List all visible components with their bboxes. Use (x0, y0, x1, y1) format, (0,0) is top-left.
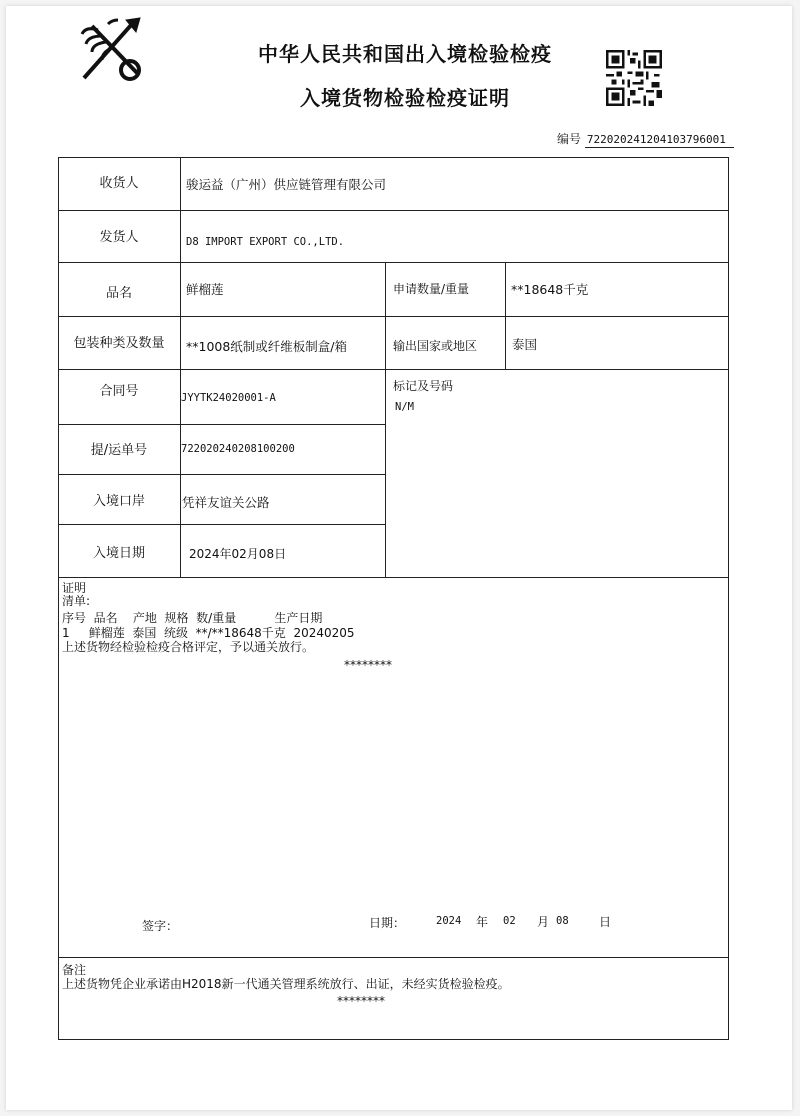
sign-date-year-unit: 年 (476, 915, 489, 929)
origin-country-label: 输出国家或地区 (393, 339, 478, 353)
quantity-label: 申请数量/重量 (393, 282, 470, 296)
origin-country-value: 泰国 (512, 337, 538, 352)
sign-date-day: 08 (556, 915, 569, 927)
goods-list-label: 清单: (62, 594, 91, 608)
goods-name-label: 品名 (105, 286, 132, 301)
sign-date-month: 02 (503, 915, 516, 927)
sign-date-year: 2024 (436, 915, 462, 927)
ciq-emblem-logo (78, 16, 150, 86)
entry-port-value: 凭祥友谊关公路 (182, 495, 270, 510)
quantity-value: **18648千克 (511, 282, 589, 297)
goods-list-row: 1 鲜榴莲 泰国 统级 **/**18648千克 20240205 (62, 626, 355, 640)
entry-port-label: 入境口岸 (92, 494, 145, 509)
consignee-value: 骏运益（广州）供应链管理有限公司 (186, 177, 387, 192)
entry-date-value: 2024年02月08日 (189, 547, 287, 561)
certificate-number-label: 编号 (557, 132, 582, 146)
remarks-end-stars: ******** (337, 994, 385, 1008)
entry-date-label: 入境日期 (92, 546, 145, 561)
packing-label: 包装种类及数量 (73, 336, 165, 351)
qr-code-icon (606, 50, 662, 106)
certificate-number-value: 722020241204103796001 (585, 133, 734, 148)
certificate-number (557, 130, 734, 148)
sign-date-label: 日期： (369, 916, 406, 930)
remarks-text: 上述货物凭企业承诺由H2018新一代通关管理系统放行、出证，未经实货检验检疫。 (62, 977, 510, 991)
marks-value: N/M (395, 401, 414, 413)
certificate-statement: 上述货物经检验检疫合格评定，予以通关放行。 (62, 640, 315, 654)
consignee-label: 收货人 (99, 176, 139, 191)
signature-label: 签字： (142, 919, 179, 933)
certificate-heading: 证明 (62, 581, 87, 595)
goods-list-header: 序号 品名 产地 规格 数/重量 生产日期 (62, 611, 323, 625)
sign-date-month-unit: 月 (537, 915, 550, 929)
consignor-label: 发货人 (99, 230, 139, 245)
contract-number-value: JYYTK24020001-A (181, 392, 276, 404)
consignor-value: D8 IMPORT EXPORT CO.,LTD. (186, 236, 345, 248)
sign-date-day-unit: 日 (599, 915, 612, 929)
goods-name-value: 鲜榴莲 (186, 282, 224, 297)
bill-of-lading-label: 提/运单号 (90, 443, 148, 458)
document-title-line2: 入境货物检验检疫证明 (300, 86, 510, 110)
remarks-label: 备注 (62, 963, 87, 977)
document-title-line1: 中华人民共和国出入境检验检疫 (258, 42, 552, 66)
contract-number-label: 合同号 (99, 384, 139, 399)
marks-label: 标记及号码 (393, 379, 454, 393)
certificate-end-stars: ******** (344, 658, 392, 672)
packing-value: **1008纸制或纤维板制盒/箱 (186, 339, 348, 354)
bill-of-lading-value: 722020240208100200 (181, 443, 295, 455)
